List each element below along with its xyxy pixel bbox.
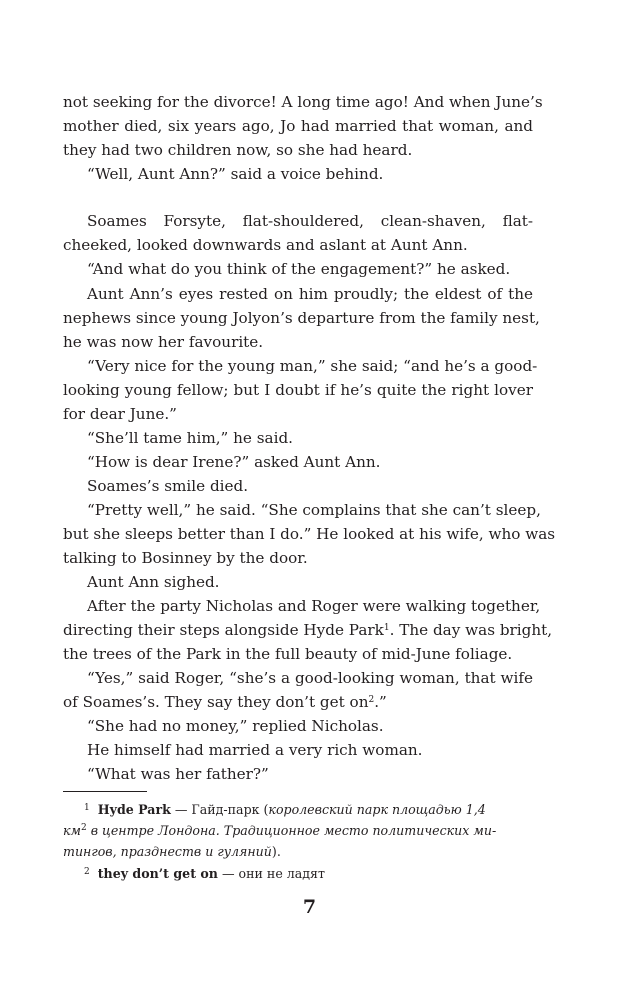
text-line: “How is dear Irene?” asked Aunt Ann.: [87, 453, 381, 471]
text-line: After the party Nicholas and Roger were walking together,: [87, 597, 541, 615]
text-line: they had two children now, so she had heard.: [63, 141, 413, 159]
footnote-marker: 1: [383, 623, 390, 633]
footnote-marker: 2: [368, 695, 375, 705]
text-line: Aunt Ann sighed.: [87, 573, 220, 591]
text-line: the trees of the Park in the full beauty of mid-June foliage.: [63, 645, 513, 663]
text-segment: of Soames’s. They say they don’t get on: [63, 693, 369, 711]
text-segment: . The day was bright,: [389, 621, 553, 639]
text-line: “Well, Aunt Ann?” said a voice behind.: [87, 165, 384, 183]
footnote-1: [84, 799, 533, 821]
text-line: mother died, six years ago, Jo had married that woman, and: [63, 117, 533, 135]
text-line: talking to Bosinney by the door.: [63, 549, 308, 567]
text-line: Soames’s smile died.: [87, 477, 249, 495]
footnote-number: 2: [84, 867, 90, 877]
footnote-2: [84, 863, 533, 885]
text-line: “She had no money,” replied Nicholas.: [87, 717, 384, 735]
text-line: looking young fellow; but I doubt if he’s quite the right lover: [63, 381, 533, 399]
text-line: “What was her father?”: [87, 765, 269, 783]
footnote-text: тингов, празднеств и гуляний: [63, 844, 272, 859]
footnote-term: they don’t get on: [97, 866, 218, 881]
footnote-text: — они не ладят: [217, 866, 325, 881]
text-line: Soames Forsyte, flat-shouldered, clean-shaven, flat-: [87, 212, 533, 230]
text-line: He himself had married a very rich woman.: [87, 741, 423, 759]
text-line: [63, 690, 533, 714]
footnote-text: королевский парк площадью 1,4: [268, 802, 486, 817]
footnote-text: ).: [271, 844, 281, 859]
text-line: but she sleeps better than I do.” He looked at his wife, who was: [63, 525, 556, 543]
text-line: [63, 618, 553, 642]
text-line: nephews since young Jolyon’s departure from the family nest,: [63, 309, 540, 327]
text-line: cheeked, looked downwards and aslant at Aunt Ann.: [63, 236, 468, 254]
text-line: “And what do you think of the engagement?” he asked.: [87, 260, 511, 278]
footnote-1-line: [63, 820, 533, 842]
text-line: for dear June.”: [63, 405, 177, 423]
page-number: 7: [302, 896, 317, 918]
text-line: Aunt Ann’s eyes rested on him proudly; the eldest of the: [87, 285, 533, 303]
text-segment: .”: [374, 693, 387, 711]
superscript: 2: [80, 823, 87, 833]
footnote-1-line: [63, 841, 533, 863]
footnote-text: км: [63, 823, 81, 838]
footnote-separator: [63, 791, 147, 792]
text-line: “She’ll tame him,” he said.: [87, 429, 293, 447]
footnote-text: в центре Лондона. Традиционное место политических ми-: [86, 823, 497, 838]
text-segment: directing their steps alongside Hyde Park: [63, 621, 384, 639]
text-line: “Yes,” said Roger, “she’s a good-looking woman, that wife: [87, 669, 533, 687]
footnote-term: Hyde Park: [97, 802, 171, 817]
text-line: not seeking for the divorce! A long time ago! And when June’s: [63, 93, 543, 111]
text-line: he was now her favourite.: [63, 333, 264, 351]
footnote-text: — Гайд-парк (: [170, 802, 269, 817]
footnote-number: 1: [84, 803, 90, 813]
text-line: “Pretty well,” he said. “She complains that she can’t sleep,: [87, 501, 541, 519]
text-line: “Very nice for the young man,” she said; “and he’s a good-: [87, 357, 538, 375]
